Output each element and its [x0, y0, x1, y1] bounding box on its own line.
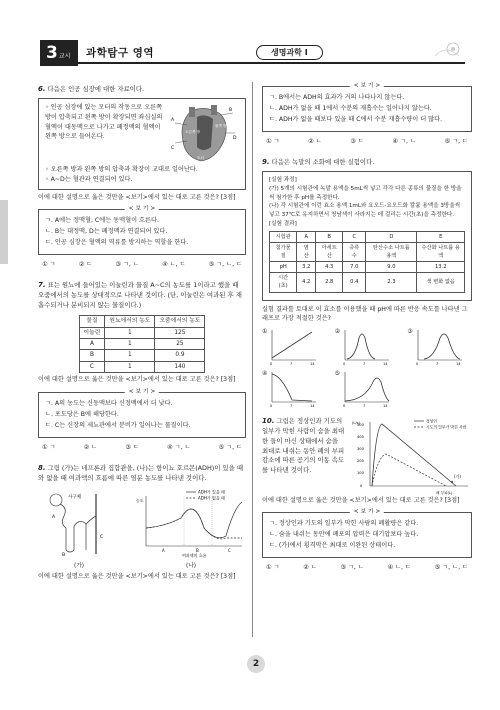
- tick: 14: [455, 361, 461, 366]
- table-cell: 4.3: [316, 262, 343, 273]
- table-cell: 2.3: [366, 273, 417, 292]
- tick-a: A: [162, 547, 165, 553]
- label-c: C: [100, 534, 104, 540]
- label-d: D: [233, 136, 237, 142]
- table-cell: C: [79, 361, 105, 372]
- bogi-box: [38, 206, 246, 255]
- bogi-item: ㄷ. C는 신장의 세뇨관에서 분비가 일어나는 물질이다.: [45, 422, 191, 430]
- procedure-step: (나) 각 시험관에 이런 효소 용액 1mL와 요오드-요오드화 칼륨 용액을 3방울씩 넣고 37℃로 유지하면서 청남색이 사라지는 데 걸리는 시간(초)을 측정한다.: [269, 203, 461, 218]
- table-header: D: [366, 232, 417, 243]
- bogi-box: [38, 389, 246, 438]
- table-cell: 염산: [297, 243, 316, 262]
- legend-adh-absent: ADH가 없을 때: [198, 495, 225, 501]
- label-b: B: [229, 108, 233, 114]
- table-cell: 25: [155, 338, 205, 349]
- question-7: [38, 280, 246, 455]
- question-prompt: 실험 결과를 토대로 이 효소를 이용했을 때 pH에 따른 반응 속도를 나타낸 그래프로 가장 적절한 것은?: [262, 305, 468, 323]
- result-table: [269, 231, 465, 292]
- table-cell: 4.2: [297, 273, 316, 292]
- table-cell: 2.8: [316, 273, 343, 292]
- answer-choices: [38, 259, 246, 272]
- page-number: 2: [247, 655, 265, 673]
- result-title: [실험 결과]: [269, 220, 297, 227]
- question-stem: 다음은 녹말의 소화에 대한 실험이다.: [271, 157, 375, 166]
- tick: 14: [310, 361, 315, 366]
- adh-concentration-graph: [136, 488, 246, 558]
- tick: 7: [290, 361, 293, 366]
- choice-4[interactable]: ④ ㄱ, ㄴ: [167, 444, 191, 452]
- bogi-item: ㄱ. A에는 정맥혈, C에는 동맥혈이 흐른다.: [45, 217, 159, 225]
- y-tick: 200: [357, 458, 364, 463]
- choice-1[interactable]: ① ㄱ: [42, 444, 56, 452]
- choice-5[interactable]: ⑤ ㄱ, ㄷ: [218, 444, 242, 452]
- legend-adh-present: ADH가 있을 때: [198, 489, 225, 495]
- bogi-item: ㄴ. ADH가 없을 때 1에서 수분의 재흡수는 일어나지 않는다.: [269, 104, 432, 112]
- choice-2[interactable]: ② ㄷ: [78, 261, 93, 269]
- table-cell: 7.0: [343, 262, 366, 273]
- question-8: [38, 463, 246, 582]
- tick: 14: [383, 361, 388, 366]
- graph-option-3[interactable]: [407, 328, 472, 366]
- question-stem: 그림 (가)는 네프론과 집합관을, (나)는 항이뇨 호르몬(ADH)이 있을 때와 없을 때 여과액의 흐름에 따른 염분 농도를 나타낸 것이다.: [38, 464, 244, 482]
- table-header: E: [417, 232, 465, 243]
- question-prompt: 이에 대한 설명으로 옳은 것만을 <보기>에서 있는 대로 고른 것은? [3점]: [38, 193, 236, 201]
- graph-1: [268, 328, 318, 366]
- tick: 0: [343, 403, 346, 408]
- choice-3[interactable]: ③ ㄱ, ㄴ: [340, 564, 364, 572]
- label-a: A: [52, 514, 56, 520]
- bogi-item: ㄴ. 포도당은 B에 해당한다.: [45, 411, 119, 419]
- question-6: [38, 84, 246, 272]
- table-row: [79, 350, 205, 361]
- question-number: 7.: [38, 281, 46, 290]
- table-row: [79, 361, 205, 372]
- legend-normal: 정상인: [426, 418, 438, 424]
- table-header: 시험관: [270, 232, 297, 243]
- table-cell: 3.2: [297, 262, 316, 273]
- table-cell: 1: [105, 327, 155, 338]
- question-prompt: 이에 대한 설명으로 옳은 것만을 <보기>에서 있는 대로 고른 것은? [3점]: [262, 496, 460, 504]
- choice-3[interactable]: ③ ㄷ: [350, 137, 364, 145]
- answer-choices: [38, 442, 246, 455]
- graph-option-1[interactable]: [262, 328, 327, 366]
- artificial-heart-figure: [171, 103, 239, 165]
- table-cell: 0.4: [343, 273, 366, 292]
- tick: 7: [435, 361, 438, 366]
- label-b: B: [62, 552, 66, 558]
- bogi-item: ㄷ. (가)에서 횡격막은 최대로 이완된 상태이다.: [269, 542, 396, 550]
- table-cell: 색 변화 없음: [417, 273, 465, 292]
- tick-b: B: [196, 547, 199, 553]
- nephron-diagram: [38, 488, 120, 558]
- info-line-1: ◦ 인공 심장에 있는 모터의 작동으로 오른쪽 방이 압축되고 왼쪽 방이 확장되면 좌심실의 혈액이 대동맥으로 나가고 폐정맥의 혈액이 왼쪽 방으로 들어온다.: [45, 104, 163, 141]
- choice-3[interactable]: ③ ㄷ: [125, 444, 139, 452]
- table-cell: 증류수: [343, 243, 366, 262]
- table-row: [270, 243, 465, 262]
- option-label: ②: [334, 327, 341, 335]
- bogi-box: [262, 509, 472, 558]
- label-left-chamber: 왼쪽 방: [215, 124, 227, 129]
- question-10: [262, 416, 472, 576]
- question-stem: 다음은 인공 심장에 대한 자료이다.: [47, 85, 145, 93]
- choice-5[interactable]: ⑤ ㄱ, ㄴ, ㄷ: [434, 564, 468, 572]
- table-cell: 첨가물질: [270, 243, 297, 262]
- bogi-item: ㄷ. ADH가 없을 때보다 있을 때 C에서 수분 재흡수량이 더 많다.: [269, 115, 443, 123]
- choice-1[interactable]: ① ㄱ: [42, 261, 56, 269]
- question-number: 10.: [262, 416, 275, 425]
- header-rule: [78, 62, 465, 64]
- question-number: 6.: [38, 85, 46, 93]
- label-a: A: [171, 118, 175, 124]
- x-axis-label: 폐 부피(L): [436, 490, 453, 495]
- option-label: ⑤: [334, 369, 341, 377]
- table-cell: 140: [155, 361, 205, 372]
- y-unit: (L/s): [352, 420, 360, 425]
- section-title: 과학탐구 영역: [86, 47, 155, 59]
- bogi-item: ㄱ. A의 농도는 신동맥보다 신정맥에서 더 낮다.: [45, 400, 173, 408]
- left-column: [38, 84, 246, 590]
- bogi-box: [262, 83, 472, 132]
- graph-4: [268, 370, 318, 408]
- table-cell: 1: [105, 338, 155, 349]
- procedure-title: [실험 과정]: [269, 177, 297, 184]
- bogi-label: < 보 기 >: [350, 82, 384, 90]
- label-motor: 모터: [197, 156, 204, 161]
- graph-option-2[interactable]: [335, 328, 400, 366]
- table-cell: 수산화 나트륨 용액: [417, 243, 465, 262]
- question-stem: 표는 원뇨에 들어있는 이눌린과 물질 A~C의 농도를 1이라고 했을 때 오줌에서의 농도를 상대적으로 나타낸 것이다. (단, 이눌린은 여과된 후 재흡수되거나 분비되지 않는 물질이다.): [38, 281, 242, 310]
- page-header: [40, 40, 465, 66]
- question-number: 8.: [38, 464, 46, 473]
- table-header: A: [297, 232, 316, 243]
- tick-c: C: [228, 547, 231, 553]
- bogi-item: ㄴ. B는 대정맥, D는 폐정맥과 연결되어 있다.: [45, 228, 168, 236]
- table-header: 물질: [79, 316, 105, 327]
- table-cell: A: [79, 338, 105, 349]
- tick: 7: [363, 361, 366, 366]
- choice-2[interactable]: ② ㄴ: [308, 137, 322, 145]
- table-cell: 1: [105, 350, 155, 361]
- option-label: ④: [262, 369, 268, 377]
- concentration-table: [79, 315, 206, 373]
- figure-row: [38, 488, 246, 570]
- y-tick: 400: [357, 434, 364, 439]
- tick: 0: [270, 361, 273, 366]
- choice-3[interactable]: ③ ㄱ, ㄴ: [115, 261, 139, 269]
- graph-option-4[interactable]: [262, 370, 327, 408]
- bogi-label: < 보 기 >: [125, 388, 159, 396]
- table-cell: 이눌린: [79, 327, 105, 338]
- figure-a-caption: (가): [73, 562, 85, 569]
- figure-a: [38, 488, 120, 570]
- tick: 7: [363, 403, 366, 408]
- graph-2: [341, 328, 391, 366]
- table-cell: 13.2: [417, 262, 465, 273]
- info-line-3: ◦ A~D는 혈관과 연결되어 있다.: [45, 175, 133, 183]
- question-8-continued: [262, 83, 472, 149]
- choice-5[interactable]: ⑤ ㄱ, ㄴ, ㄷ: [208, 261, 242, 269]
- bogi-item: ㄱ. 정상인과 기도의 일부가 막힌 사람의 폐활량은 같다.: [269, 520, 419, 528]
- choice-4[interactable]: ④ ㄱ, ㄴ: [392, 137, 416, 145]
- table-cell: B: [79, 350, 105, 361]
- x-axis-label: 여과액의 흐름: [182, 552, 207, 558]
- bogi-label: < 보 기 >: [125, 205, 159, 213]
- column-divider: [252, 82, 253, 637]
- side-tab: [0, 200, 8, 264]
- table-header: 오줌에서의 농도: [155, 316, 205, 327]
- period-badge: 3교시: [40, 40, 78, 66]
- choice-2[interactable]: ② ㄴ: [303, 564, 317, 572]
- table-cell: pH: [270, 262, 297, 273]
- figure-b: [136, 488, 246, 570]
- y-tick: 100: [357, 470, 364, 475]
- figure-b-caption: (나): [185, 562, 197, 569]
- tick: 14: [310, 403, 315, 408]
- table-cell: 0.9: [155, 350, 205, 361]
- airflow-graph: [352, 416, 472, 496]
- info-box: [38, 98, 246, 189]
- info-line-2: ◦ 오른쪽 방과 왼쪽 방의 압축과 확장이 교대로 일어난다.: [45, 166, 198, 174]
- label-right-chamber: 오른쪽 방: [185, 130, 201, 135]
- table-cell: 시간(초): [270, 273, 297, 292]
- choice-2[interactable]: ② ㄴ: [83, 444, 98, 452]
- graph-5: [341, 370, 391, 408]
- table-row: [79, 338, 205, 349]
- choice-1[interactable]: ① ㄱ: [266, 564, 280, 572]
- decorative-flower-icon: [425, 40, 465, 60]
- label-glomerulus: 사구체: [68, 494, 82, 500]
- table-cell: 125: [155, 327, 205, 338]
- y-axis-label: 농도: [136, 497, 144, 503]
- y-tick: 500: [357, 422, 364, 427]
- graph-3: [414, 328, 464, 366]
- choice-1[interactable]: ① ㄱ: [266, 137, 280, 145]
- tick: 0: [343, 361, 346, 366]
- table-cell: 탄산수소 나트륨 용액: [366, 243, 417, 262]
- option-label: ③: [407, 327, 413, 335]
- answer-choices: [262, 136, 472, 149]
- right-column: [262, 84, 472, 583]
- answer-choices: [262, 562, 472, 575]
- table-header: B: [316, 232, 343, 243]
- tick: 7: [290, 403, 293, 408]
- y-tick: 0: [360, 483, 363, 488]
- table-cell: 1: [105, 361, 155, 372]
- table-row: [79, 327, 205, 338]
- experiment-box: [262, 171, 472, 300]
- table-row: [270, 262, 465, 273]
- question-number: 9.: [262, 157, 270, 166]
- tick: 14: [383, 403, 388, 408]
- graph-option-5[interactable]: [335, 370, 400, 408]
- question-prompt: 이에 대한 설명으로 옳은 것만을 <보기>에서 있는 대로 고른 것은? [3점]: [38, 573, 236, 581]
- point-label: (가): [454, 473, 461, 479]
- procedure-step: (가) 5개의 시험관에 녹말 용액을 5mL씩 넣고 각각 다른 종류의 물질을 한 방울씩 첨가한 후 pH를 측정한다.: [269, 185, 462, 201]
- label-c: C: [171, 146, 175, 152]
- choice-5[interactable]: ⑤ ㄱ, ㄷ: [444, 137, 468, 145]
- choice-4[interactable]: ④ ㄴ, ㄷ: [387, 564, 411, 572]
- question-stem: 그림은 정상인과 기도의 일부가 막힌 사람이 숨을 최대한 들이 마신 상태에서 숨을 최대로 내쉬는 동안 폐의 부피 감소에 따른 공기의 이동 속도를 나타낸 것이다.: [262, 416, 345, 475]
- bogi-label: < 보 기 >: [350, 508, 384, 516]
- graph-options: [262, 328, 472, 408]
- legend-obstructed: 기도의 일부가 막힌 사람: [426, 424, 467, 430]
- tick: 0: [270, 403, 273, 408]
- question-prompt: 이에 대한 설명으로 옳은 것만을 <보기>에서 있는 대로 고른 것은? [3점]: [38, 376, 236, 384]
- table-cell: 아세트산: [316, 243, 343, 262]
- y-tick: 300: [357, 446, 364, 451]
- bogi-item: ㄴ. 숨을 내쉬는 동안에 폐포의 압력은 대기압보다 높다.: [269, 531, 419, 539]
- bogi-item: ㄱ. B에서는 ADH의 효과가 거의 나타나지 않는다.: [269, 94, 405, 101]
- table-header: C: [343, 232, 366, 243]
- tick: 0: [415, 361, 418, 366]
- table-header: 원뇨에서의 농도: [105, 316, 155, 327]
- question-9: [262, 157, 472, 408]
- table-cell: 9.0: [366, 262, 417, 273]
- bogi-item: ㄷ. 인공 심장은 혈액의 역류를 방지하는 역할을 한다.: [45, 239, 189, 247]
- table-row: [270, 273, 465, 292]
- subject-label: 생명과학 I: [256, 45, 323, 60]
- choice-4[interactable]: ④ ㄴ, ㄷ: [162, 261, 186, 269]
- option-label: ①: [262, 327, 268, 335]
